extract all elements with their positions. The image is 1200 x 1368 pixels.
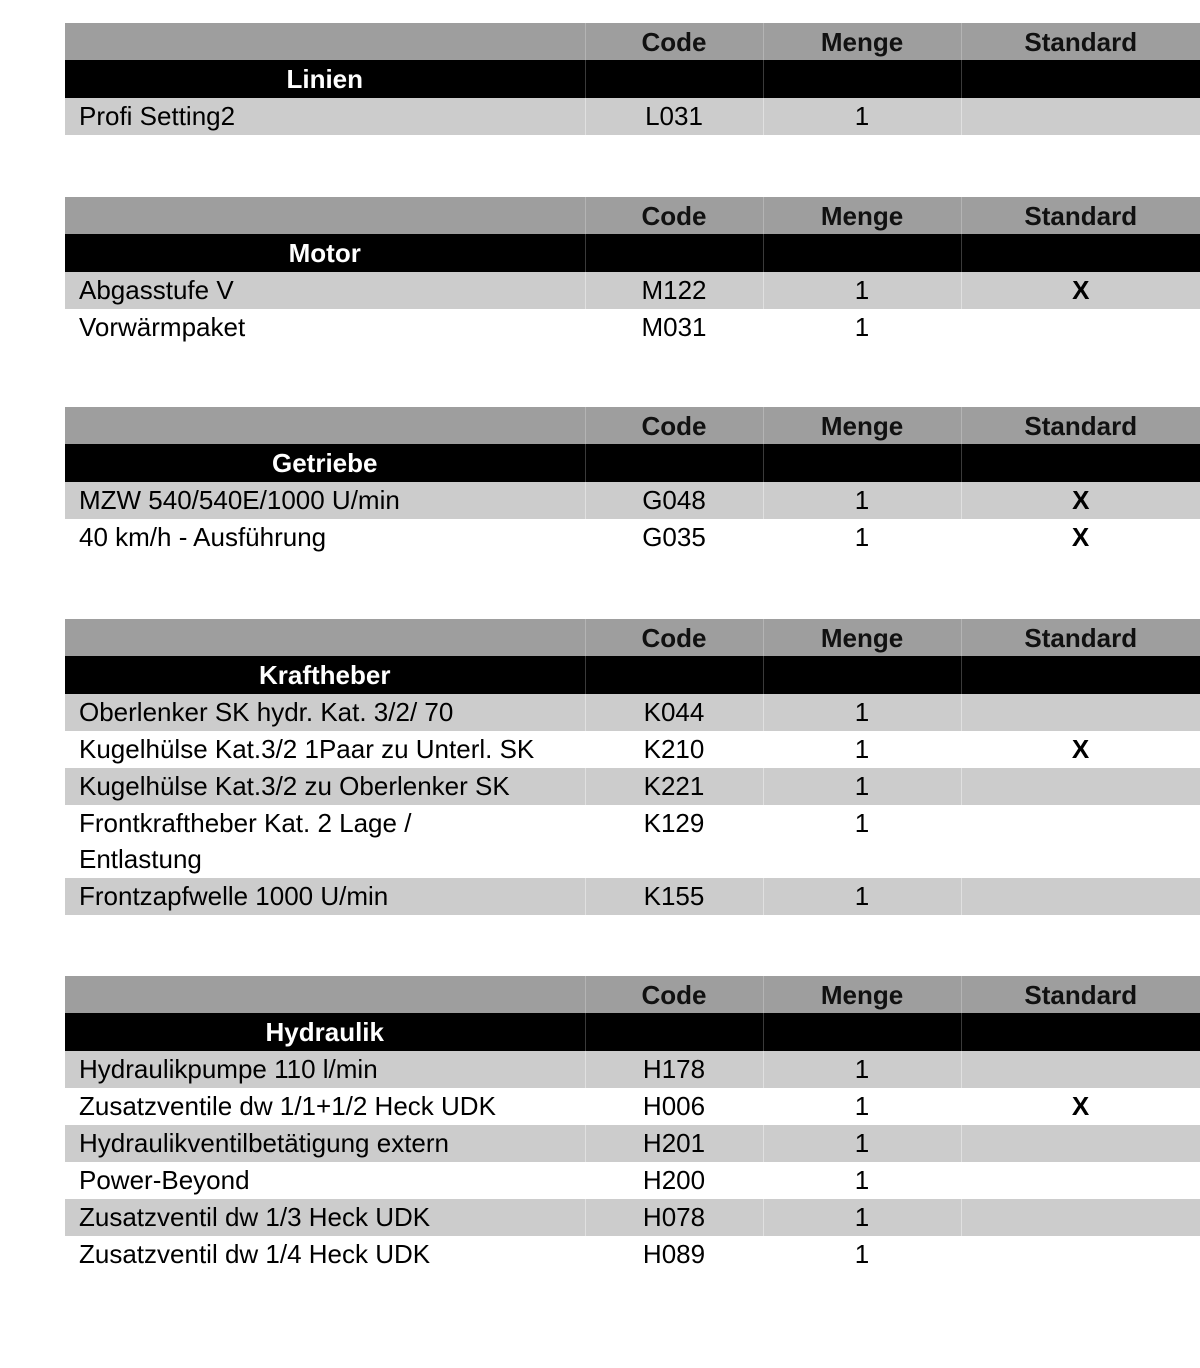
- option-name: Frontkraftheber Kat. 2 Lage / Entlastung: [79, 808, 412, 874]
- section-kraftheber: [65, 619, 1200, 915]
- column-header-standard: Standard: [961, 197, 1200, 234]
- option-code: K155: [585, 878, 763, 915]
- table-row: [65, 1162, 1200, 1199]
- option-code: K044: [585, 694, 763, 731]
- option-standard-mark: [961, 1125, 1200, 1162]
- section-title: Getriebe: [65, 444, 585, 482]
- column-header-blank: [65, 976, 585, 1013]
- option-standard-mark: X: [1071, 522, 1090, 552]
- option-quantity: 1: [854, 808, 870, 838]
- section-header-row: [65, 234, 1200, 272]
- table-row: [65, 731, 1200, 768]
- table-row: [65, 272, 1200, 309]
- option-name: Oberlenker SK hydr. Kat. 3/2/ 70: [65, 694, 585, 731]
- option-name: Zusatzventil dw 1/3 Heck UDK: [65, 1199, 585, 1236]
- option-quantity: 1: [763, 768, 961, 805]
- option-quantity: 1: [763, 694, 961, 731]
- table-row: [65, 805, 1200, 878]
- column-header-code: Code: [585, 976, 763, 1013]
- column-header-code: Code: [585, 23, 763, 60]
- table-row: [65, 98, 1200, 135]
- table-row: [65, 768, 1200, 805]
- column-header-menge: Menge: [763, 976, 961, 1013]
- column-header-code: Code: [585, 197, 763, 234]
- option-standard-mark: [961, 805, 1200, 878]
- section-header-row: [65, 656, 1200, 694]
- option-standard-mark: [961, 768, 1200, 805]
- option-standard-mark: X: [1071, 1091, 1090, 1121]
- column-header-row: [65, 407, 1200, 444]
- section-title: Linien: [65, 60, 585, 98]
- table-row: [65, 309, 1200, 346]
- option-standard-mark: [961, 1236, 1200, 1273]
- column-header-blank: [65, 197, 585, 234]
- option-quantity: 1: [763, 1051, 961, 1088]
- option-quantity: 1: [763, 878, 961, 915]
- option-code: L031: [585, 98, 763, 135]
- section-title: Motor: [65, 234, 585, 272]
- option-quantity: 1: [763, 1125, 961, 1162]
- option-code: M122: [585, 272, 763, 309]
- option-code: M031: [641, 312, 707, 342]
- option-code: H089: [642, 1239, 706, 1269]
- option-quantity: 1: [854, 312, 870, 342]
- option-standard-mark: X: [961, 272, 1200, 309]
- option-quantity: 1: [763, 272, 961, 309]
- column-header-blank: [65, 619, 585, 656]
- option-code: K210: [643, 734, 705, 764]
- column-header-standard: Standard: [961, 407, 1200, 444]
- section-title: Kraftheber: [65, 656, 585, 694]
- section-motor: [65, 197, 1200, 346]
- option-name: 40 km/h - Ausführung: [79, 522, 327, 552]
- option-standard-mark: [961, 1051, 1200, 1088]
- column-header-menge: Menge: [763, 23, 961, 60]
- column-header-row: [65, 23, 1200, 60]
- option-code: H078: [585, 1199, 763, 1236]
- option-table: [65, 976, 1200, 1273]
- option-table: [65, 197, 1200, 346]
- option-standard-mark: X: [961, 482, 1200, 519]
- column-header-row: [65, 619, 1200, 656]
- table-row: [65, 694, 1200, 731]
- column-header-code: Code: [585, 619, 763, 656]
- option-code: K129: [643, 808, 705, 838]
- option-name: Frontzapfwelle 1000 U/min: [65, 878, 585, 915]
- option-name: Zusatzventile dw 1/1+1/2 Heck UDK: [79, 1091, 496, 1121]
- option-standard-mark: [961, 98, 1200, 135]
- column-header-blank: [65, 407, 585, 444]
- column-header-standard: Standard: [961, 619, 1200, 656]
- option-quantity: 1: [763, 1199, 961, 1236]
- option-quantity: 1: [763, 98, 961, 135]
- option-code: H178: [585, 1051, 763, 1088]
- option-code: H006: [642, 1091, 706, 1121]
- option-code: G048: [585, 482, 763, 519]
- section-title: Hydraulik: [65, 1013, 585, 1051]
- option-standard-mark: [961, 694, 1200, 731]
- table-row: [65, 1199, 1200, 1236]
- option-quantity: 1: [854, 1165, 870, 1195]
- table-row: [65, 878, 1200, 915]
- section-header-row: [65, 444, 1200, 482]
- column-header-row: [65, 976, 1200, 1013]
- option-table: [65, 23, 1200, 135]
- option-standard-mark: [961, 1162, 1200, 1199]
- option-name: Kugelhülse Kat.3/2 1Paar zu Unterl. SK: [79, 734, 535, 764]
- option-name: Kugelhülse Kat.3/2 zu Oberlenker SK: [65, 768, 585, 805]
- option-table: [65, 407, 1200, 556]
- column-header-menge: Menge: [763, 197, 961, 234]
- option-standard-mark: [961, 1199, 1200, 1236]
- table-row: [65, 1088, 1200, 1125]
- option-code: G035: [642, 522, 706, 552]
- option-quantity: 1: [763, 482, 961, 519]
- table-row: [65, 1236, 1200, 1273]
- option-standard-mark: [961, 878, 1200, 915]
- column-header-standard: Standard: [961, 976, 1200, 1013]
- option-name: Hydraulikventilbetätigung extern: [65, 1125, 585, 1162]
- option-quantity: 1: [854, 1239, 870, 1269]
- column-header-menge: Menge: [763, 407, 961, 444]
- option-standard-mark: X: [1071, 734, 1090, 764]
- column-header-code: Code: [585, 407, 763, 444]
- column-header-blank: [65, 23, 585, 60]
- option-name: Profi Setting2: [65, 98, 585, 135]
- option-code: K221: [585, 768, 763, 805]
- column-header-standard: Standard: [961, 23, 1200, 60]
- section-linien: [65, 23, 1200, 135]
- section-hydraulik: [65, 976, 1200, 1273]
- option-code: H200: [642, 1165, 706, 1195]
- option-table: [65, 619, 1200, 915]
- option-code: H201: [585, 1125, 763, 1162]
- option-quantity: 1: [854, 1091, 870, 1121]
- column-header-menge: Menge: [763, 619, 961, 656]
- table-row: [65, 482, 1200, 519]
- column-header-row: [65, 197, 1200, 234]
- section-getriebe: [65, 407, 1200, 556]
- option-quantity: 1: [854, 522, 870, 552]
- section-header-row: [65, 60, 1200, 98]
- table-row: [65, 1125, 1200, 1162]
- section-header-row: [65, 1013, 1200, 1051]
- option-name: Power-Beyond: [79, 1165, 250, 1195]
- option-name: MZW 540/540E/1000 U/min: [65, 482, 585, 519]
- option-name: Zusatzventil dw 1/4 Heck UDK: [79, 1239, 431, 1269]
- option-name: Vorwärmpaket: [79, 312, 246, 342]
- option-name: Hydraulikpumpe 110 l/min: [65, 1051, 585, 1088]
- option-name: Abgasstufe V: [65, 272, 585, 309]
- table-row: [65, 1051, 1200, 1088]
- option-standard-mark: [961, 309, 1200, 346]
- table-row: [65, 519, 1200, 556]
- option-quantity: 1: [854, 734, 870, 764]
